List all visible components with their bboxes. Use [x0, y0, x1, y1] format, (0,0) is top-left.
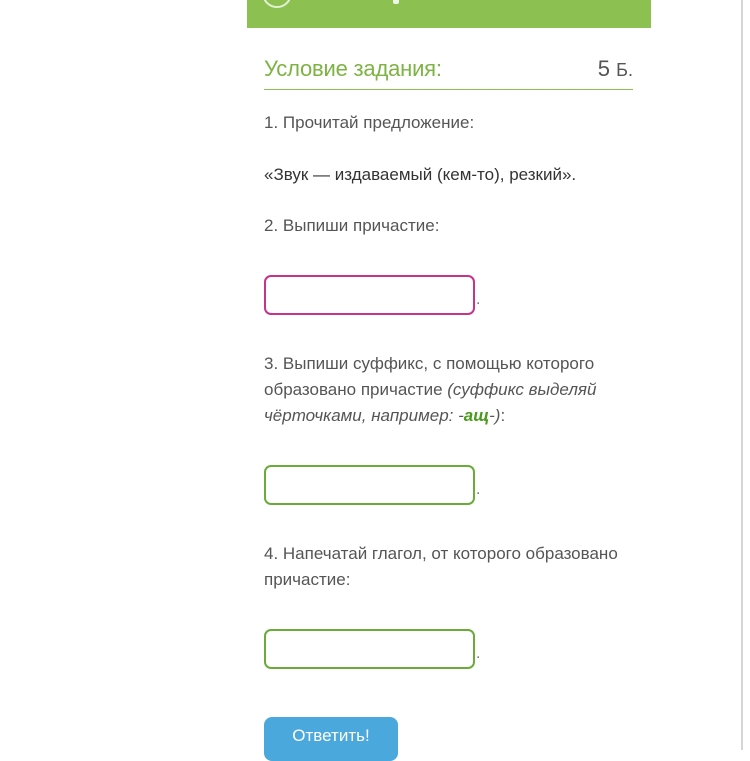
header-text-fragment: [393, 0, 399, 4]
answer-dot: .: [476, 645, 481, 662]
suffix-input[interactable]: [264, 465, 475, 505]
hint-prefix: (суффикс выделяй чёрточками, например: -: [264, 380, 597, 425]
sentence-to-read: [264, 162, 644, 188]
question-3: [264, 351, 644, 429]
hint-suffix-example: ащ: [463, 406, 490, 425]
hint-end: -): [489, 406, 501, 425]
question-2: 2. Выпиши причастие:: [264, 216, 440, 235]
question-1: 1. Прочитай предложение:: [264, 113, 475, 132]
question-3-colon: :: [500, 406, 506, 425]
question-3-text: 3. Выпиши суффикс, с помощью которого образовано причастие: [264, 354, 595, 399]
sentence-text: Звук — издаваемый (кем-то), резкий: [273, 165, 562, 184]
task-header-bar: [247, 0, 651, 28]
task-condition-header: [264, 52, 633, 90]
close-quote: ».: [561, 165, 577, 184]
answer-dot: .: [476, 291, 481, 308]
submit-answer-button[interactable]: Ответить!: [264, 717, 398, 761]
answer-dot: .: [476, 481, 481, 498]
open-quote: «: [264, 165, 274, 184]
verb-input[interactable]: [264, 629, 475, 669]
participle-input[interactable]: [264, 275, 475, 315]
page-right-border: [741, 0, 743, 750]
question-4: 4. Напечатай глагол, от которого образовано причастие:: [264, 544, 618, 589]
points-unit: Б.: [616, 60, 633, 80]
points-value: 5: [597, 56, 611, 81]
task-points: [598, 56, 633, 82]
task-title: Условие задания:: [264, 56, 442, 81]
